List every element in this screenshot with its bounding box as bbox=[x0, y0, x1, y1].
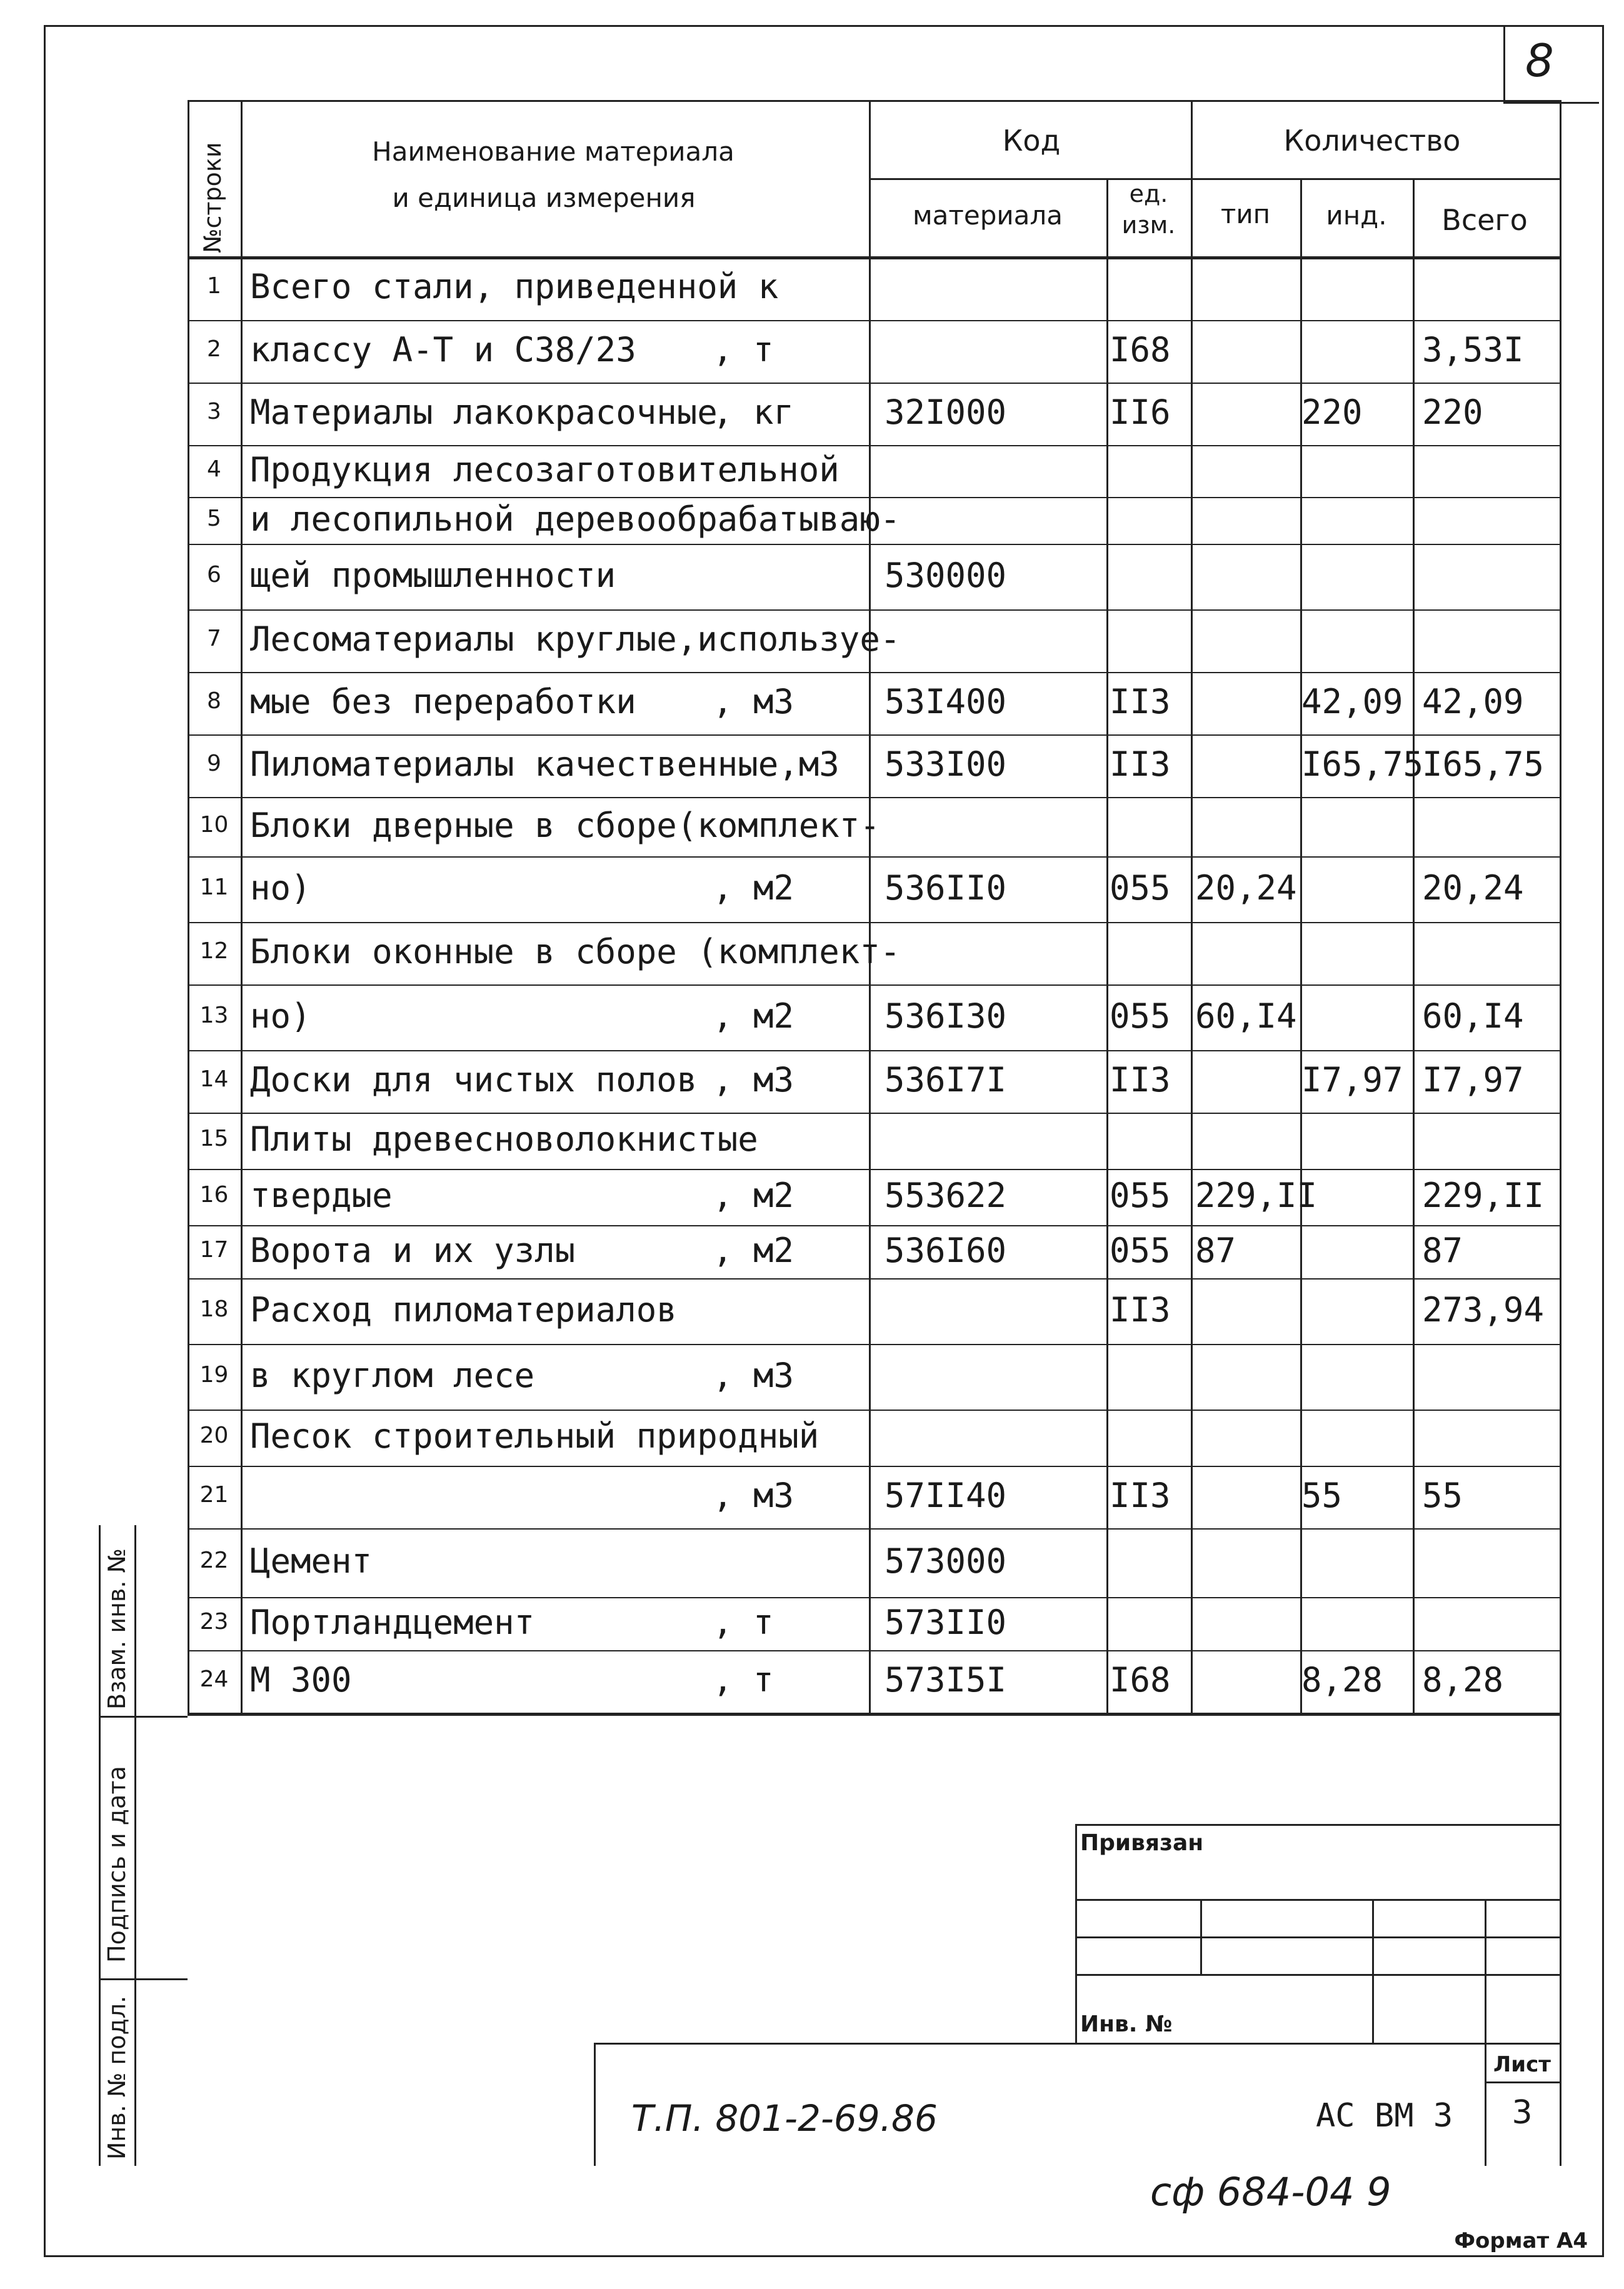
row-number: 11 bbox=[199, 874, 229, 900]
table-top-border bbox=[188, 100, 1560, 102]
table-row-line bbox=[188, 544, 1560, 545]
row-name: но) bbox=[250, 996, 311, 1036]
row-name: Расход пиломатериалов bbox=[250, 1290, 677, 1330]
row-unit: , м3 bbox=[713, 1476, 794, 1515]
tb-grid-v3 bbox=[1485, 1899, 1486, 2043]
row-unit-code: I68 bbox=[1110, 330, 1171, 369]
row-name: Цемент bbox=[250, 1541, 373, 1581]
tb-sheet-split bbox=[1485, 2081, 1560, 2083]
side-stamp-line-2 bbox=[99, 1978, 188, 1980]
table-col-line bbox=[1413, 178, 1415, 1713]
table-row-line bbox=[188, 734, 1560, 736]
row-unit-code: II3 bbox=[1110, 1476, 1171, 1515]
row-qty-typ: 60,I4 bbox=[1195, 996, 1297, 1036]
row-material-code: 553622 bbox=[885, 1176, 1007, 1215]
side-podpis-data: Подпись и дата bbox=[103, 1766, 131, 1963]
row-material-code: 536I60 bbox=[885, 1230, 1007, 1270]
row-name: Продукция лесозаготовительной bbox=[250, 449, 840, 489]
tb-line-privyazan bbox=[1075, 1824, 1560, 1826]
header-row-no: №строки bbox=[199, 142, 226, 253]
table-row-line bbox=[188, 383, 1560, 384]
row-name: Ворота и их узлы bbox=[250, 1230, 576, 1270]
row-unit-code: II3 bbox=[1110, 682, 1171, 721]
tb-doc-code: Т.П. 801-2-69.86 bbox=[631, 2097, 938, 2140]
table-row-line bbox=[188, 797, 1560, 798]
tb-sheet-number: 3 bbox=[1511, 2094, 1533, 2131]
table-row-line bbox=[188, 445, 1560, 446]
header-typ: тип bbox=[1220, 199, 1271, 229]
page-number: 8 bbox=[1525, 34, 1554, 87]
side-inv-podl: Инв. № подл. bbox=[103, 1995, 131, 2160]
header-total: Всего bbox=[1441, 203, 1528, 237]
format-label: Формат А4 bbox=[1454, 2228, 1588, 2253]
row-name: М 300 bbox=[250, 1660, 352, 1700]
row-qty-typ: 20,24 bbox=[1195, 868, 1297, 908]
row-material-code: 573000 bbox=[885, 1541, 1007, 1581]
row-number: 2 bbox=[207, 336, 221, 362]
table-col-line bbox=[1560, 100, 1561, 1713]
row-unit: , м3 bbox=[713, 682, 794, 721]
row-unit-code: II6 bbox=[1110, 393, 1171, 432]
row-number: 8 bbox=[207, 688, 221, 714]
row-name: Плиты древесноволокнистые bbox=[250, 1119, 758, 1159]
row-name: Пиломатериалы качественные,м3 bbox=[250, 744, 840, 784]
row-qty-total: 20,24 bbox=[1422, 868, 1524, 908]
table-row-line bbox=[188, 672, 1560, 673]
row-name: Портландцемент bbox=[250, 1602, 535, 1642]
row-qty-total: 87 bbox=[1422, 1230, 1463, 1270]
row-qty-total: I65,75 bbox=[1422, 744, 1545, 784]
row-unit: , кг bbox=[713, 393, 794, 432]
row-number: 18 bbox=[199, 1296, 229, 1322]
header-ind: инд. bbox=[1326, 200, 1387, 231]
row-material-code: 53I400 bbox=[885, 682, 1007, 721]
row-qty-ind: 220 bbox=[1301, 393, 1363, 432]
table-row-line bbox=[188, 1113, 1560, 1114]
table-bottom-border bbox=[188, 1713, 1560, 1716]
tb-grid-v2 bbox=[1372, 1899, 1374, 2043]
header-quantity: Количество bbox=[1283, 124, 1461, 158]
side-vzam-inv: Взам. инв. № bbox=[103, 1548, 131, 1710]
row-material-code: 32I000 bbox=[885, 393, 1007, 432]
row-unit-code: 055 bbox=[1110, 868, 1171, 908]
table-row-line bbox=[188, 856, 1560, 858]
row-material-code: 536I30 bbox=[885, 996, 1007, 1036]
row-qty-ind: 55 bbox=[1301, 1476, 1343, 1515]
table-col-line bbox=[1106, 178, 1108, 1713]
row-number: 16 bbox=[199, 1182, 229, 1208]
row-name: Доски для чистых полов bbox=[250, 1060, 698, 1099]
side-stamp-left-line bbox=[99, 1525, 101, 2166]
row-name: и лесопильной деревообрабатываю- bbox=[250, 499, 901, 539]
row-number: 12 bbox=[199, 938, 229, 964]
row-unit-code: 055 bbox=[1110, 1176, 1171, 1215]
table-row-line bbox=[188, 1650, 1560, 1651]
row-unit: , т bbox=[713, 1602, 774, 1642]
row-qty-total: 3,53I bbox=[1422, 330, 1524, 369]
row-name: твердые bbox=[250, 1176, 393, 1215]
table-row-line bbox=[188, 609, 1560, 611]
row-unit: , т bbox=[713, 1660, 774, 1700]
row-qty-typ: 87 bbox=[1195, 1230, 1236, 1270]
row-number: 21 bbox=[199, 1482, 229, 1508]
row-unit: , м2 bbox=[713, 1176, 794, 1215]
row-number: 1 bbox=[207, 273, 221, 299]
row-number: 24 bbox=[199, 1666, 229, 1692]
row-number: 13 bbox=[199, 1002, 229, 1028]
table-row-line bbox=[188, 320, 1560, 321]
table-col-line bbox=[241, 100, 243, 1713]
header-unit-line2: изм. bbox=[1121, 211, 1176, 239]
row-qty-total: 42,09 bbox=[1422, 682, 1524, 721]
row-qty-typ: 229,II bbox=[1195, 1176, 1318, 1215]
row-material-code: 573I5I bbox=[885, 1660, 1007, 1700]
tb-mark: АС ВМ 3 bbox=[1316, 2097, 1453, 2135]
row-number: 14 bbox=[199, 1066, 229, 1092]
table-row-line bbox=[188, 1597, 1560, 1598]
row-name: Песок строительный природный bbox=[250, 1416, 820, 1456]
table-row-line bbox=[188, 1225, 1560, 1226]
row-unit: , м2 bbox=[713, 868, 794, 908]
row-qty-total: 229,II bbox=[1422, 1176, 1545, 1215]
row-qty-total: 8,28 bbox=[1422, 1660, 1504, 1700]
header-code: Код bbox=[1002, 124, 1061, 158]
table-col-line bbox=[1191, 178, 1193, 1713]
table-row-line bbox=[188, 1528, 1560, 1530]
row-qty-ind: 8,28 bbox=[1301, 1660, 1383, 1700]
row-number: 22 bbox=[199, 1548, 229, 1573]
table-row-line bbox=[188, 1278, 1560, 1280]
row-material-code: 573II0 bbox=[885, 1602, 1007, 1642]
row-number: 17 bbox=[199, 1236, 229, 1263]
row-name: мые без переработки bbox=[250, 682, 636, 721]
tb-sheet-label: Лист bbox=[1493, 2052, 1551, 2077]
table-row-line bbox=[188, 497, 1560, 498]
tb-grid-h3 bbox=[1075, 1974, 1560, 1976]
table-row-line bbox=[188, 922, 1560, 923]
row-qty-total: 55 bbox=[1422, 1476, 1463, 1515]
row-number: 7 bbox=[207, 626, 221, 651]
row-unit: , т bbox=[713, 330, 774, 369]
tb-main-top bbox=[594, 2043, 1560, 2045]
header-bottom-border bbox=[188, 256, 1560, 259]
row-material-code: 536II0 bbox=[885, 868, 1007, 908]
row-name: классу А-Т и С38/23 bbox=[250, 330, 636, 369]
row-name: Блоки оконные в сборе (комплект- bbox=[250, 932, 901, 971]
row-unit-code: I68 bbox=[1110, 1660, 1171, 1700]
row-number: 6 bbox=[207, 561, 221, 588]
row-number: 23 bbox=[199, 1608, 229, 1635]
row-name: Блоки дверные в сборе(комплект- bbox=[250, 805, 880, 845]
header-unit-line1: ед. bbox=[1129, 180, 1168, 208]
tb-privyazan-label: Привязан bbox=[1080, 1830, 1204, 1856]
row-number: 20 bbox=[199, 1423, 229, 1448]
row-unit: , м3 bbox=[713, 1060, 794, 1099]
row-name: Лесоматериалы круглые,используе- bbox=[250, 619, 901, 659]
table-row-line bbox=[188, 1169, 1560, 1170]
tb-inv-no-label: Инв. № bbox=[1080, 2011, 1173, 2037]
row-qty-ind: 42,09 bbox=[1301, 682, 1403, 721]
row-name: щей промышленности bbox=[250, 555, 616, 595]
row-unit: , м2 bbox=[713, 996, 794, 1036]
row-qty-ind: I65,75 bbox=[1301, 744, 1424, 784]
row-number: 5 bbox=[207, 505, 221, 531]
row-unit-code: 055 bbox=[1110, 1230, 1171, 1270]
tb-grid-h1 bbox=[1075, 1899, 1560, 1901]
side-stamp-line-1 bbox=[99, 1716, 188, 1718]
tb-line-left bbox=[1075, 1824, 1077, 2043]
footer-handwritten-code: сф 684-04 9 bbox=[1150, 2169, 1391, 2215]
header-name-line2: и единица измерения bbox=[392, 183, 696, 213]
table-row-line bbox=[188, 1050, 1560, 1051]
row-qty-total: 273,94 bbox=[1422, 1290, 1545, 1330]
tb-grid-h2 bbox=[1075, 1936, 1560, 1938]
table-row-line bbox=[188, 1466, 1560, 1467]
row-number: 19 bbox=[199, 1361, 229, 1388]
header-name-line1: Наименование материала bbox=[372, 136, 734, 167]
row-unit-code: 055 bbox=[1110, 996, 1171, 1036]
side-stamp-mid-line bbox=[134, 1525, 136, 2166]
row-qty-total: I7,97 bbox=[1422, 1060, 1524, 1099]
row-name: в круглом лесе bbox=[250, 1355, 535, 1395]
row-number: 9 bbox=[207, 751, 221, 776]
table-row-line bbox=[188, 1410, 1560, 1411]
row-number: 4 bbox=[207, 456, 221, 482]
row-name: Всего стали, приведенной к bbox=[250, 267, 779, 306]
row-unit: , м3 bbox=[713, 1355, 794, 1395]
row-number: 3 bbox=[207, 399, 221, 424]
header-mid-border bbox=[869, 178, 1560, 180]
table-row-line bbox=[188, 1344, 1560, 1345]
row-material-code: 536I7I bbox=[885, 1060, 1007, 1099]
header-material: материала bbox=[912, 200, 1063, 231]
row-material-code: 530000 bbox=[885, 555, 1007, 595]
row-material-code: 57II40 bbox=[885, 1476, 1007, 1515]
row-qty-ind: I7,97 bbox=[1301, 1060, 1403, 1099]
row-unit: , м2 bbox=[713, 1230, 794, 1270]
row-unit-code: II3 bbox=[1110, 1060, 1171, 1099]
row-unit-code: II3 bbox=[1110, 1290, 1171, 1330]
table-row-line bbox=[188, 984, 1560, 986]
tb-main-left bbox=[594, 2043, 596, 2166]
row-name: но) bbox=[250, 868, 311, 908]
row-unit-code: II3 bbox=[1110, 744, 1171, 784]
row-name: Материалы лакокрасочные bbox=[250, 393, 718, 432]
row-qty-total: 60,I4 bbox=[1422, 996, 1524, 1036]
row-qty-total: 220 bbox=[1422, 393, 1483, 432]
row-number: 10 bbox=[199, 811, 229, 838]
table-col-line bbox=[869, 100, 871, 1713]
row-material-code: 533I00 bbox=[885, 744, 1007, 784]
tb-grid-v1 bbox=[1200, 1899, 1202, 1974]
row-number: 15 bbox=[199, 1126, 229, 1151]
